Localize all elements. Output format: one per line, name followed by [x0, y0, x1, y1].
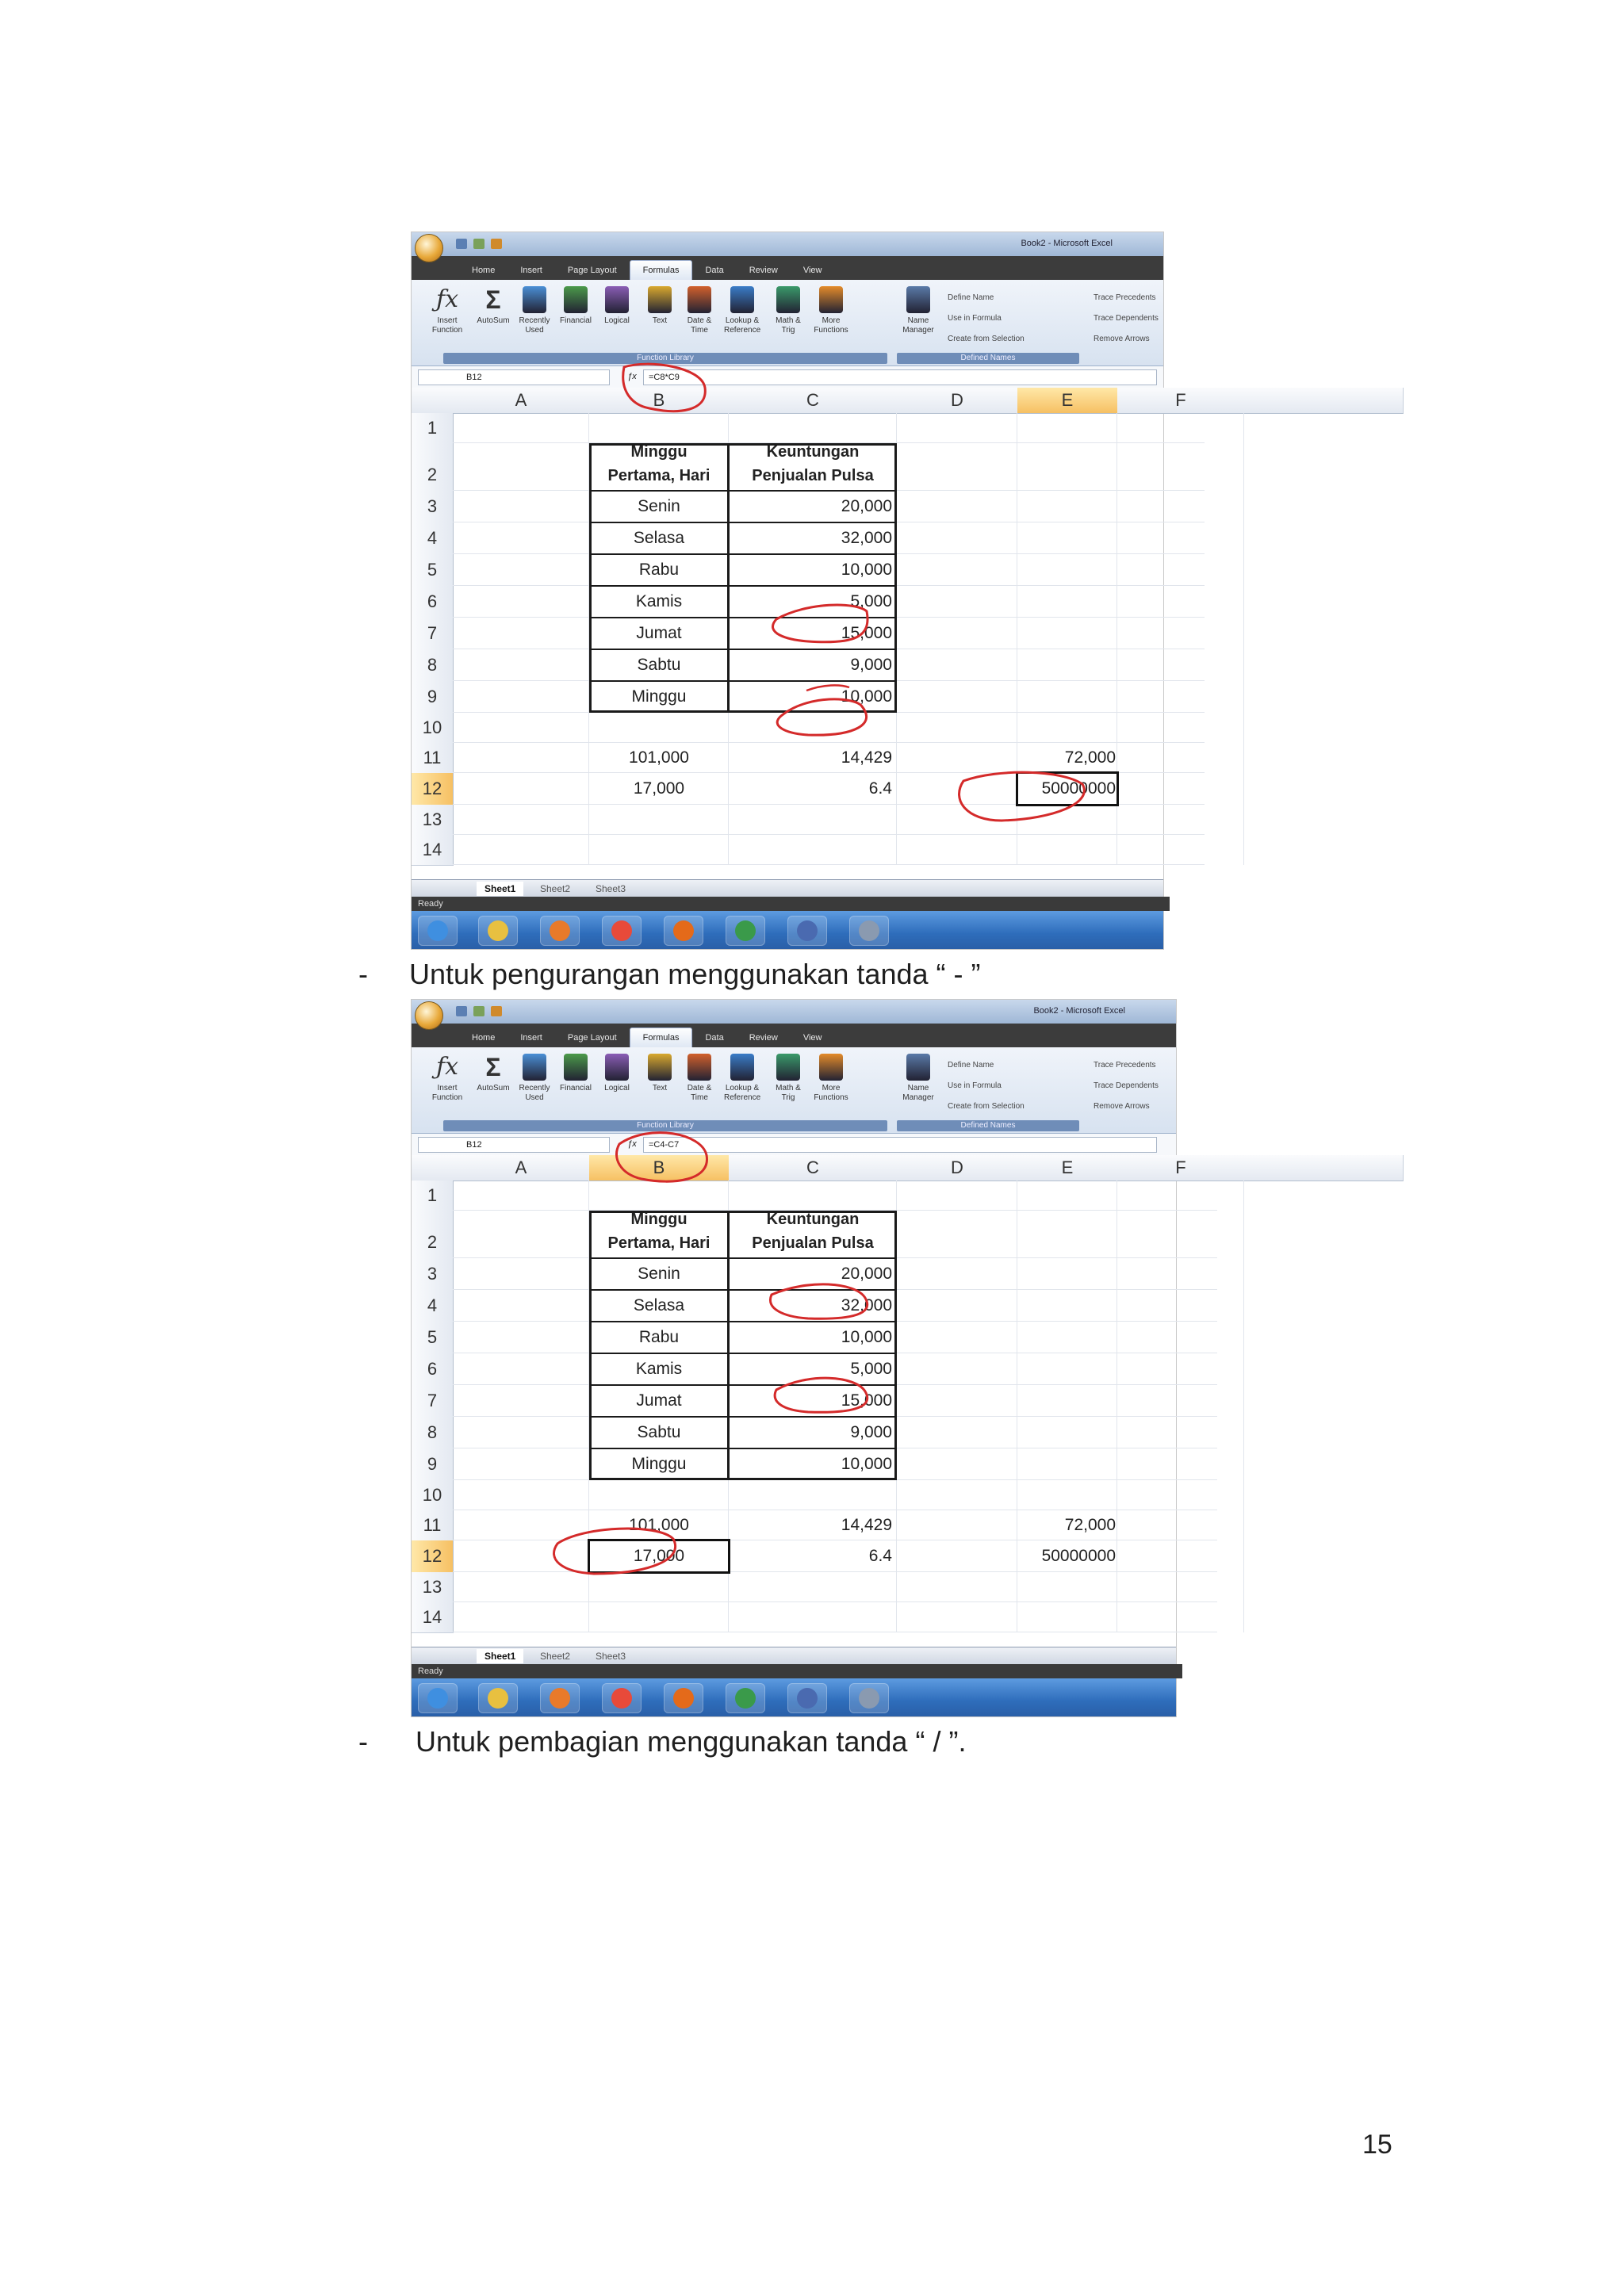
- ribbon-button[interactable]: [429, 1054, 465, 1103]
- status-bar: Ready: [412, 897, 1170, 911]
- defined-names-commands: [948, 288, 1025, 350]
- row-header[interactable]: 5: [412, 1322, 454, 1354]
- column-header-extra: [1244, 388, 1404, 414]
- active-cell: [1016, 771, 1119, 806]
- gridline: [1243, 413, 1244, 865]
- cell-result-c[interactable]: 6.4: [868, 779, 892, 798]
- ribbon-button[interactable]: [516, 1054, 553, 1103]
- cell-day[interactable]: Senin: [638, 1265, 680, 1283]
- row-header[interactable]: 6: [412, 1353, 454, 1386]
- row-header[interactable]: 6: [412, 586, 454, 618]
- cell-result-b[interactable]: 17,000: [633, 1547, 685, 1565]
- defined-names-command[interactable]: Create from Selection: [948, 1102, 1025, 1111]
- ribbon-button-label: More Functions: [814, 1084, 848, 1102]
- book-icon: [688, 1054, 711, 1081]
- column-header[interactable]: C: [729, 1155, 898, 1181]
- header-line: Penjualan Pulsa: [752, 467, 874, 484]
- row-header[interactable]: 2: [412, 1211, 454, 1259]
- ribbon-button-label: Text: [652, 1084, 668, 1093]
- row-header[interactable]: 5: [412, 554, 454, 587]
- active-cell: [588, 1539, 730, 1574]
- header-line: Pertama, Hari: [607, 1234, 710, 1252]
- header-line: Minggu: [630, 1211, 688, 1228]
- row-header[interactable]: 9: [412, 1448, 454, 1481]
- ribbon-formulas: [412, 280, 1163, 366]
- book-icon: [564, 286, 588, 313]
- cell-value[interactable]: 10,000: [841, 687, 892, 706]
- cell-value[interactable]: 20,000: [841, 1265, 892, 1283]
- save-icon[interactable]: [456, 239, 467, 249]
- book-icon: [688, 286, 711, 313]
- gridline: [453, 864, 1205, 865]
- ribbon-button-label: Name Manager: [902, 1084, 934, 1102]
- header-cell-c: [729, 440, 897, 488]
- ribbon-button[interactable]: [900, 1054, 936, 1103]
- insert-function-icon[interactable]: ƒx: [627, 1139, 637, 1149]
- ribbon-formulas: [412, 1047, 1176, 1134]
- cell-day[interactable]: Minggu: [631, 1455, 687, 1473]
- cell-day[interactable]: Kamis: [635, 592, 683, 610]
- sheet-tab[interactable]: Sheet2: [540, 1651, 571, 1662]
- sigma-icon: Σ: [485, 285, 501, 314]
- defined-names-command[interactable]: Define Name: [948, 293, 994, 302]
- ribbon-button[interactable]: [599, 286, 635, 326]
- cell-value[interactable]: 15,000: [841, 624, 892, 642]
- row-header[interactable]: 10: [412, 713, 454, 744]
- row-header[interactable]: 12: [412, 1540, 454, 1573]
- cell-value[interactable]: 32,000: [841, 529, 892, 547]
- cell-day[interactable]: Kamis: [635, 1360, 683, 1378]
- defined-names-commands: [948, 1055, 1025, 1117]
- bullet-mark: -: [358, 958, 368, 990]
- cell-value[interactable]: 5,000: [850, 1360, 892, 1378]
- tab-insert[interactable]: Insert: [520, 266, 542, 275]
- group-defined-names: Defined Names: [897, 353, 1079, 364]
- row-header[interactable]: 8: [412, 1417, 454, 1449]
- column-header[interactable]: A: [453, 1155, 590, 1181]
- row-header[interactable]: 4: [412, 1290, 454, 1322]
- gridline: [1116, 1181, 1117, 1632]
- ribbon-button-label: Recently Used: [519, 316, 550, 335]
- cell-day[interactable]: Jumat: [636, 624, 682, 642]
- bullet-text: Untuk pengurangan menggunakan tanda “ - ”: [409, 958, 981, 990]
- ribbon-button-label: Insert Function: [431, 316, 463, 335]
- insert-function-icon[interactable]: ƒx: [627, 372, 637, 381]
- book-icon: [605, 1054, 629, 1081]
- header-cell-b: [589, 1207, 729, 1255]
- tab-page-layout[interactable]: Page Layout: [567, 266, 617, 275]
- formula-bar: [412, 366, 1163, 389]
- cell-result-e[interactable]: 50000000: [1041, 779, 1116, 798]
- formula-auditing-commands: [1094, 1055, 1159, 1117]
- column-header[interactable]: A: [453, 388, 590, 414]
- auditing-command[interactable]: Trace Dependents: [1094, 314, 1159, 323]
- row-header[interactable]: 9: [412, 681, 454, 714]
- document-icon[interactable]: [787, 1683, 827, 1713]
- chrome-icon[interactable]: [602, 916, 642, 946]
- column-header[interactable]: D: [897, 388, 1018, 414]
- ribbon-button-label: Lookup & Reference: [724, 1084, 761, 1102]
- formula-bar: [412, 1134, 1176, 1157]
- bullet-division: [358, 1725, 967, 1758]
- column-header[interactable]: B: [589, 388, 730, 414]
- row-header[interactable]: 14: [412, 835, 454, 866]
- column-header[interactable]: C: [729, 388, 898, 414]
- media-player-icon[interactable]: [540, 1683, 580, 1713]
- ribbon-button-label: Date & Time: [687, 316, 712, 335]
- ribbon-button-label: Financial: [559, 316, 592, 325]
- header-cell-c: [729, 1207, 897, 1255]
- window-title: Book2 - Microsoft Excel: [1033, 1006, 1125, 1016]
- book-icon: [776, 1054, 800, 1081]
- defined-names-command[interactable]: Define Name: [948, 1061, 994, 1070]
- cell-value[interactable]: 20,000: [841, 497, 892, 515]
- windows-taskbar: [412, 1678, 1176, 1716]
- cell-day[interactable]: Minggu: [631, 687, 687, 706]
- ribbon-button[interactable]: [724, 1054, 760, 1103]
- book-icon: [605, 286, 629, 313]
- row-header[interactable]: 3: [412, 1258, 454, 1291]
- row-header[interactable]: 1: [412, 413, 454, 444]
- document-icon[interactable]: [787, 916, 827, 946]
- column-header[interactable]: E: [1017, 388, 1118, 414]
- window-titlebar: [412, 232, 1163, 256]
- book-icon: [730, 1054, 754, 1081]
- ribbon-button-label: Recently Used: [519, 1084, 550, 1102]
- book-icon: [523, 286, 546, 313]
- cell-result-e[interactable]: 72,000: [1064, 748, 1116, 767]
- ribbon-button-label: Insert Function: [431, 1084, 463, 1102]
- cell-day[interactable]: Selasa: [633, 1296, 685, 1314]
- save-icon[interactable]: [456, 1006, 467, 1016]
- ribbon-button-label: Financial: [559, 1084, 592, 1093]
- gridline: [453, 834, 1205, 835]
- row-header[interactable]: 7: [412, 618, 454, 650]
- ribbon-button[interactable]: [813, 286, 849, 335]
- row-header[interactable]: 13: [412, 1572, 454, 1603]
- sheet-tab[interactable]: Sheet3: [596, 883, 626, 894]
- fx-icon: ƒx: [435, 285, 459, 313]
- auditing-command[interactable]: Trace Dependents: [1094, 1081, 1159, 1090]
- book-icon: [819, 286, 843, 313]
- column-header-extra: [1244, 1155, 1404, 1181]
- redo-icon[interactable]: [491, 1006, 502, 1016]
- quick-access-toolbar: [456, 1006, 502, 1016]
- column-header[interactable]: B: [589, 1155, 730, 1181]
- ribbon-button-label: Text: [652, 316, 668, 325]
- book-icon: [564, 1054, 588, 1081]
- tab-data[interactable]: Data: [705, 1033, 724, 1043]
- ribbon-button[interactable]: [557, 1054, 594, 1093]
- select-all-corner[interactable]: [412, 388, 454, 414]
- cell-value[interactable]: 9,000: [850, 656, 892, 674]
- column-header[interactable]: F: [1117, 1155, 1245, 1181]
- row-header[interactable]: 1: [412, 1181, 454, 1211]
- group-function-library: Function Library: [443, 353, 887, 364]
- media-player-icon[interactable]: [540, 916, 580, 946]
- bullet-subtraction: [358, 958, 981, 991]
- worksheet-grid[interactable]: [412, 388, 1186, 879]
- ribbon-button[interactable]: [770, 286, 806, 335]
- cell-day[interactable]: Rabu: [638, 561, 680, 579]
- bullet-text: Untuk pembagian menggunakan tanda “ / ”.: [416, 1725, 967, 1758]
- cell-day[interactable]: Senin: [638, 497, 680, 515]
- tab-page-layout[interactable]: Page Layout: [567, 1033, 617, 1043]
- formula-auditing-commands: [1094, 288, 1159, 350]
- cell-day[interactable]: Jumat: [636, 1391, 682, 1410]
- cell-result-b[interactable]: 101,000: [629, 748, 689, 767]
- defined-names-command[interactable]: Use in Formula: [948, 314, 1002, 323]
- row-header[interactable]: 11: [412, 743, 454, 774]
- cell-day[interactable]: Selasa: [633, 529, 685, 547]
- row-header[interactable]: 13: [412, 805, 454, 836]
- ribbon-button[interactable]: [429, 286, 465, 335]
- excel-icon[interactable]: [726, 916, 765, 946]
- sheet-tabs: [412, 1647, 1176, 1665]
- excel-screenshot-subtraction: [411, 999, 1186, 1717]
- gridline: [453, 1601, 1217, 1602]
- cell-value[interactable]: 9,000: [850, 1423, 892, 1441]
- tab-view[interactable]: View: [802, 1033, 822, 1043]
- cell-value[interactable]: 15,000: [841, 1391, 892, 1410]
- book-icon: [776, 286, 800, 313]
- row-header[interactable]: 10: [412, 1480, 454, 1511]
- tab-view[interactable]: View: [802, 266, 822, 275]
- ribbon-tabs: [412, 1024, 1176, 1047]
- book-icon: [648, 1054, 672, 1081]
- defined-names-command[interactable]: Create from Selection: [948, 335, 1025, 343]
- name-manager-icon: [906, 1054, 930, 1081]
- book-icon: [648, 286, 672, 313]
- cell-value[interactable]: 10,000: [841, 561, 892, 579]
- undo-icon[interactable]: [473, 239, 485, 249]
- ribbon-button[interactable]: [724, 286, 760, 335]
- column-header[interactable]: E: [1017, 1155, 1118, 1181]
- folder-icon[interactable]: [478, 1683, 518, 1713]
- book-icon: [730, 286, 754, 313]
- cell-day[interactable]: Sabtu: [637, 656, 681, 674]
- cell-value[interactable]: 10,000: [841, 1455, 892, 1473]
- quick-access-toolbar: [456, 239, 502, 249]
- window-title: Book2 - Microsoft Excel: [1021, 239, 1113, 248]
- header-line: Keuntungan: [766, 443, 860, 461]
- name-box[interactable]: B12: [418, 1137, 610, 1153]
- firefox-icon[interactable]: [664, 916, 703, 946]
- cell-result-e[interactable]: 72,000: [1064, 1516, 1116, 1534]
- tab-data[interactable]: Data: [705, 266, 724, 275]
- ribbon-button[interactable]: [557, 286, 594, 326]
- ribbon-button-label: More Functions: [814, 316, 848, 335]
- tab-home[interactable]: Home: [472, 266, 496, 275]
- ribbon-button-label: AutoSum: [477, 1084, 510, 1093]
- ribbon-button[interactable]: [642, 1054, 678, 1093]
- start-icon[interactable]: [418, 1683, 458, 1713]
- book-icon: [819, 1054, 843, 1081]
- row-header[interactable]: 3: [412, 491, 454, 523]
- row-header[interactable]: 4: [412, 522, 454, 555]
- firefox-icon[interactable]: [664, 1683, 703, 1713]
- group-function-library: Function Library: [443, 1120, 887, 1131]
- start-icon[interactable]: [418, 916, 458, 946]
- ribbon-button[interactable]: [599, 1054, 635, 1093]
- ribbon-button-label: Logical: [604, 1084, 630, 1093]
- sheet-tab[interactable]: Sheet2: [540, 883, 571, 894]
- name-manager-icon: [906, 286, 930, 313]
- window-titlebar: [412, 1000, 1176, 1024]
- auditing-command[interactable]: Trace Precedents: [1094, 1061, 1156, 1070]
- sheet-tab[interactable]: Sheet3: [596, 1651, 626, 1662]
- column-header[interactable]: F: [1117, 388, 1245, 414]
- ribbon-button-label: Logical: [604, 316, 630, 325]
- ribbon-button[interactable]: [516, 286, 553, 335]
- excel-icon[interactable]: [726, 1683, 765, 1713]
- auditing-command[interactable]: Trace Precedents: [1094, 293, 1156, 302]
- ribbon-button-label: Lookup & Reference: [724, 316, 761, 335]
- row-header[interactable]: 2: [412, 443, 454, 492]
- header-line: Minggu: [630, 443, 688, 461]
- ribbon-button-label: AutoSum: [477, 316, 510, 325]
- bullet-mark: -: [358, 1725, 368, 1758]
- ribbon-button[interactable]: [642, 286, 678, 326]
- ribbon-button[interactable]: [681, 286, 718, 335]
- undo-icon[interactable]: [473, 1006, 485, 1016]
- header-cell-b: [589, 440, 729, 488]
- cell-result-c[interactable]: 14,429: [841, 748, 892, 767]
- defined-names-command[interactable]: Use in Formula: [948, 1081, 1002, 1090]
- tab-home[interactable]: Home: [472, 1033, 496, 1043]
- header-line: Pertama, Hari: [607, 467, 710, 484]
- page-number: 15: [1362, 2130, 1392, 2160]
- formula-input[interactable]: =C8*C9: [643, 369, 1157, 385]
- cell-value[interactable]: 5,000: [850, 592, 892, 610]
- name-box[interactable]: B12: [418, 369, 610, 385]
- office-button[interactable]: [415, 1001, 443, 1030]
- ribbon-tabs: [412, 256, 1163, 280]
- ribbon-button-label: Math & Trig: [776, 1084, 801, 1102]
- cell-result-e[interactable]: 50000000: [1041, 1547, 1116, 1565]
- row-header[interactable]: 7: [412, 1385, 454, 1418]
- group-defined-names: Defined Names: [897, 1120, 1079, 1131]
- row-header[interactable]: 12: [412, 773, 454, 806]
- fx-icon: ƒx: [435, 1053, 459, 1081]
- cell-result-c[interactable]: 14,429: [841, 1516, 892, 1534]
- formula-input[interactable]: =C4-C7: [643, 1137, 1157, 1153]
- tab-review[interactable]: Review: [749, 266, 778, 275]
- cell-result-b[interactable]: 17,000: [633, 779, 685, 798]
- header-line: Penjualan Pulsa: [752, 1234, 874, 1252]
- auditing-command[interactable]: Remove Arrows: [1094, 335, 1150, 343]
- auditing-command[interactable]: Remove Arrows: [1094, 1102, 1150, 1111]
- sheet-tab[interactable]: Sheet1: [477, 1649, 523, 1663]
- gridline: [1243, 1181, 1244, 1632]
- worksheet-grid[interactable]: [412, 1155, 1186, 1647]
- folder-icon[interactable]: [478, 916, 518, 946]
- cell-value[interactable]: 10,000: [841, 1328, 892, 1346]
- ribbon-button-label: Name Manager: [902, 316, 934, 335]
- ribbon-button[interactable]: [900, 286, 936, 335]
- windows-taskbar: [412, 911, 1163, 949]
- redo-icon[interactable]: [491, 239, 502, 249]
- select-all-corner[interactable]: [412, 1155, 454, 1181]
- sheet-tabs: [412, 879, 1163, 897]
- tab-insert[interactable]: Insert: [520, 1033, 542, 1043]
- ribbon-button-label: Date & Time: [687, 1084, 712, 1102]
- office-button[interactable]: [415, 234, 443, 262]
- sigma-icon: Σ: [485, 1053, 501, 1081]
- cell-day[interactable]: Sabtu: [637, 1423, 681, 1441]
- row-header[interactable]: 8: [412, 649, 454, 682]
- chrome-icon[interactable]: [602, 1683, 642, 1713]
- row-header[interactable]: 11: [412, 1510, 454, 1541]
- ribbon-button-label: Math & Trig: [776, 316, 801, 335]
- cell-result-c[interactable]: 6.4: [868, 1547, 892, 1565]
- app-icon[interactable]: [849, 916, 889, 946]
- tab-formulas[interactable]: Formulas: [630, 1027, 693, 1047]
- app-icon[interactable]: [849, 1683, 889, 1713]
- ribbon-button[interactable]: [681, 1054, 718, 1103]
- book-icon: [523, 1054, 546, 1081]
- cell-value[interactable]: 32,000: [841, 1296, 892, 1314]
- ribbon-button[interactable]: [813, 1054, 849, 1103]
- cell-day[interactable]: Rabu: [638, 1328, 680, 1346]
- column-header[interactable]: D: [897, 1155, 1018, 1181]
- ribbon-button[interactable]: [475, 1054, 511, 1093]
- status-bar: Ready: [412, 1664, 1182, 1678]
- header-line: Keuntungan: [766, 1211, 860, 1228]
- row-header[interactable]: 14: [412, 1602, 454, 1633]
- ribbon-button[interactable]: [770, 1054, 806, 1103]
- cell-result-b[interactable]: 101,000: [629, 1516, 689, 1534]
- excel-screenshot-multiplication: [411, 232, 1186, 950]
- tab-formulas[interactable]: Formulas: [630, 260, 693, 280]
- sheet-tab[interactable]: Sheet1: [477, 882, 523, 896]
- ribbon-button[interactable]: [475, 286, 511, 326]
- tab-review[interactable]: Review: [749, 1033, 778, 1043]
